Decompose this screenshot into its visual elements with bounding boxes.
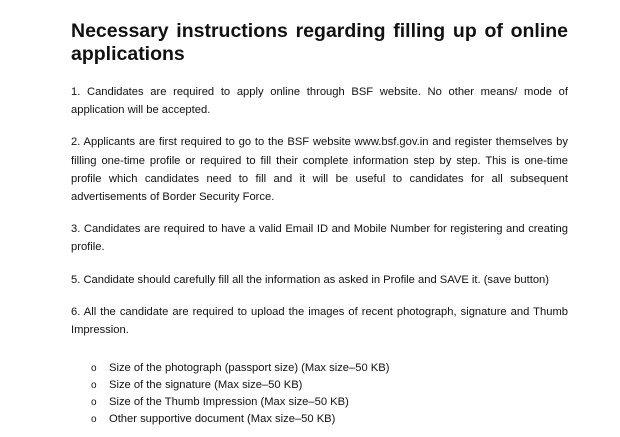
list-item — [71, 377, 568, 394]
instruction-paragraph-3: 3. Candidates are required to have a valid Email ID and Mobile Number for registering and creating profile. — [71, 223, 568, 254]
bullet-circle-icon: o — [91, 414, 97, 426]
list-item-text: Size of the photograph (passport size) (Max size–50 KB) — [109, 362, 390, 375]
document-page — [71, 20, 568, 428]
document-heading: Necessary instructions regarding filling up of online applications — [71, 20, 568, 65]
instruction-paragraph-2: 2. Applicants are first required to go to the BSF website www.bsf.gov.in and register themselves by filling one-time profile or required to fill their complete information step by step. This is one-time profile which candidates need to fill and it will be useful to candidates for all subsequent advertisements of Border Security Force. — [71, 136, 568, 204]
list-item-text: Size of the signature (Max size–50 KB) — [109, 379, 303, 392]
list-item — [71, 411, 568, 428]
bullet-circle-icon: o — [91, 380, 97, 392]
list-item — [71, 360, 568, 377]
instruction-paragraph-6: 6. All the candidate are required to upload the images of recent photograph, signature and Thumb Impression. — [71, 305, 568, 337]
list-item — [71, 394, 568, 411]
bullet-circle-icon: o — [91, 363, 97, 375]
upload-size-list — [71, 360, 568, 428]
instruction-paragraph-1: 1. Candidates are required to apply online through BSF website. No other means/ mode of application will be accepted. — [71, 86, 568, 117]
list-item-text: Size of the Thumb Impression (Max size–50 KB) — [109, 396, 349, 409]
instruction-paragraph-5: 5. Candidate should carefully fill all the information as asked in Profile and SAVE it. (save button) — [71, 273, 550, 286]
list-item-text: Other supportive document (Max size–50 KB) — [109, 413, 336, 426]
bullet-circle-icon: o — [91, 397, 97, 409]
